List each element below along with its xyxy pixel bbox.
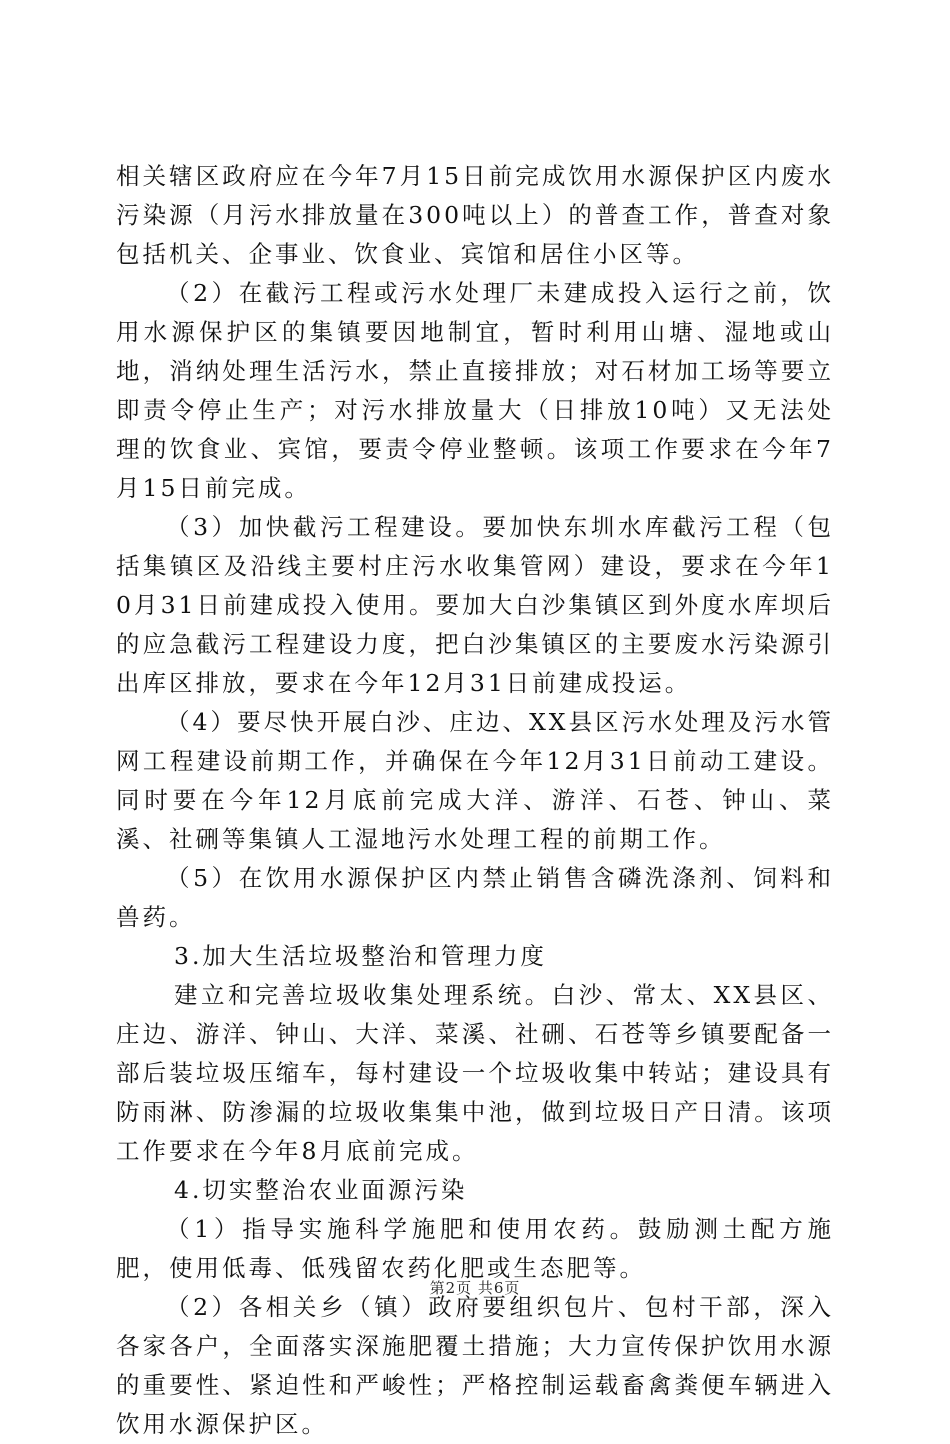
section-heading-garbage: 3.加大生活垃圾整治和管理力度 [174, 942, 547, 970]
paragraph-item-5: （5）在饮用水源保护区内禁止销售含磷洗涤剂、饲料和兽药。 [116, 864, 834, 931]
paragraph-survey: 相关辖区政府应在今年7月15日前完成饮用水源保护区内废水污染源（月污水排放量在300吨以上）的普查工作，普查对象包括机关、企事业、饮食业、宾馆和居住小区等。 [116, 162, 834, 268]
paragraph-agri-item-1: （1）指导实施科学施肥和使用农药。鼓励测土配方施肥，使用低毒、低残留农药化肥或生态肥等。 [116, 1215, 834, 1282]
paragraph-garbage-system: 建立和完善垃圾收集处理系统。白沙、常太、XX县区、庄边、游洋、钟山、大洋、菜溪、社硎、石苍等乡镇要配备一部后装垃圾压缩车，每村建设一个垃圾收集中转站；建设具有防雨淋、防渗漏的垃圾收集集中池，做到垃圾日产日清。该项工作要求在今年8月底前完成。 [116, 981, 834, 1165]
paragraph-item-2: （2）在截污工程或污水处理厂未建成投入运行之前，饮用水源保护区的集镇要因地制宜，暂时利用山塘、湿地或山地，消纳处理生活污水，禁止直接排放；对石材加工场等要立即责令停止生产；对污水排放量大（日排放10吨）又无法处理的饮食业、宾馆，要责令停业整顿。该项工作要求在今年7月15日前完成。 [116, 279, 834, 502]
paragraph-item-3: （3）加快截污工程建设。要加快东圳水库截污工程（包括集镇区及沿线主要村庄污水收集管网）建设，要求在今年10月31日前建成投入使用。要加大白沙集镇区到外度水库坝后的应急截污工程建设力度，把白沙集镇区的主要废水污染源引出库区排放，要求在今年12月31日前建成投运。 [116, 513, 834, 697]
paragraph-agri-item-2: （2）各相关乡（镇）政府要组织包片、包村干部，深入各家各户，全面落实深施肥覆土措施；大力宣传保护饮用水源的重要性、紧迫性和严峻性；严格控制运载畜禽粪便车辆进入饮用水源保护区。 [116, 1293, 834, 1438]
page-number-footer: 第2页 共6页 [429, 1279, 521, 1297]
section-heading-agriculture: 4.切实整治农业面源污染 [174, 1176, 468, 1204]
document-body [116, 157, 834, 1444]
paragraph-item-4: （4）要尽快开展白沙、庄边、XX县区污水处理及污水管网工程建设前期工作，并确保在今年12月31日前动工建设。同时要在今年12月底前完成大洋、游洋、石苍、钟山、菜溪、社硎等集镇人工湿地污水处理工程的前期工作。 [116, 708, 834, 853]
